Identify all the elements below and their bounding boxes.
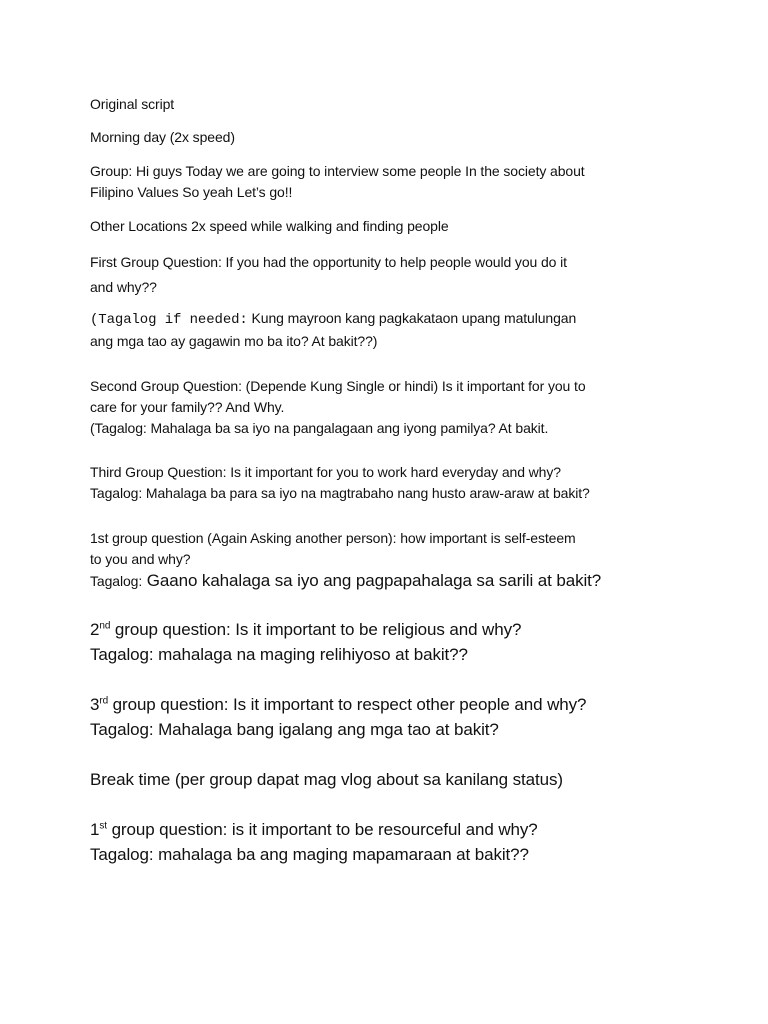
round2-second-question	[90, 617, 708, 667]
document-title: Original script	[90, 96, 175, 112]
question-line: and why??	[90, 279, 157, 295]
tagalog-line: Tagalog: mahalaga na maging relihiyoso at bakit??	[90, 645, 468, 664]
third-question	[90, 462, 708, 504]
locations-line: Other Locations 2x speed while walking and finding people	[90, 218, 449, 234]
intro-line: Filipino Values So yeah Let’s go!!	[90, 184, 293, 200]
intro-line: Group: Hi guys Today we are going to interview some people In the society about	[90, 163, 585, 179]
ordinal-suffix: nd	[99, 620, 111, 632]
question-line: Third Group Question: Is it important for you to work hard everyday and why?	[90, 464, 561, 480]
tagalog-text: Kung mayroon kang pagkakataon upang matulungan	[251, 310, 577, 326]
question-line: (Tagalog: Mahalaga ba sa iyo na pangalagaan ang iyong pamilya? At bakit.	[90, 420, 549, 436]
question-line: care for your family?? And Why.	[90, 399, 285, 415]
tagalog-line	[90, 308, 708, 331]
first-question	[90, 250, 708, 299]
question-line: Tagalog: Mahalaga ba para sa iyo na magtrabaho nang husto araw-araw at bakit?	[90, 485, 590, 501]
question-number: 1	[90, 820, 100, 839]
question-line: to you and why?	[90, 551, 191, 567]
tagalog-line	[90, 568, 708, 593]
question-line: 1st group question (Again Asking another person): how important is self-esteem	[90, 530, 576, 546]
question-text: group question: Is it important to be religious and why?	[110, 620, 522, 639]
question-number: 3	[90, 695, 100, 714]
tagalog-line: ang mga tao ay gagawin mo ba ito? At bakit??)	[90, 333, 378, 349]
tagalog-line: Tagalog: mahalaga ba ang maging mapamaraan at bakit??	[90, 845, 529, 864]
break-time-line: Break time (per group dapat mag vlog about sa kanilang status)	[90, 770, 563, 789]
tagalog-prefix: (Tagalog if needed:	[90, 312, 248, 328]
scene-heading: Morning day (2x speed)	[90, 129, 235, 145]
tagalog-text: Gaano kahalaga sa iyo ang pagpapahalaga sa sarili at bakit?	[146, 571, 602, 590]
question-line: Second Group Question: (Depende Kung Single or hindi) Is it important for you to	[90, 378, 586, 394]
second-question	[90, 376, 708, 439]
question-number: 2	[90, 620, 100, 639]
first-question-tagalog	[90, 308, 708, 352]
round2-third-question	[90, 692, 708, 742]
question-line	[90, 617, 708, 642]
ordinal-suffix: st	[99, 820, 107, 832]
question-line	[90, 692, 708, 717]
ordinal-suffix: rd	[99, 695, 109, 707]
intro-paragraph	[90, 161, 708, 203]
round2-first-question	[90, 528, 708, 593]
tagalog-line: Tagalog: Mahalaga bang igalang ang mga tao at bakit?	[90, 720, 499, 739]
question-text: group question: is it important to be resourceful and why?	[106, 820, 538, 839]
question-line: First Group Question: If you had the opportunity to help people would you do it	[90, 254, 567, 270]
question-text: group question: Is it important to respect other people and why?	[108, 695, 587, 714]
question-line	[90, 817, 708, 842]
round3-first-question	[90, 817, 708, 867]
tagalog-label: Tagalog:	[90, 573, 143, 589]
